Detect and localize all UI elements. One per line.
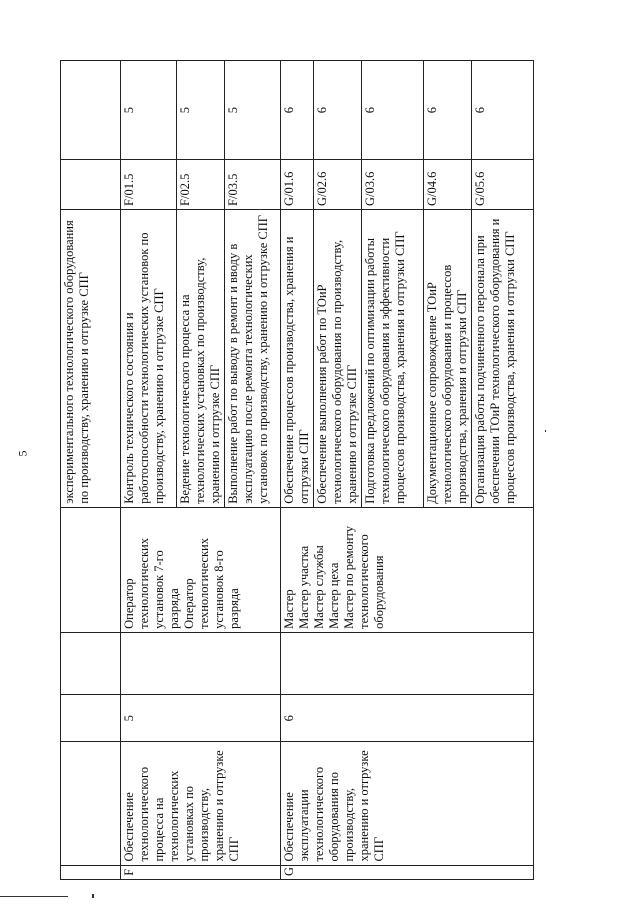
page-number: 5: [15, 450, 30, 457]
cell: [121, 632, 281, 694]
scan-dot: [92, 894, 94, 898]
task-level: 6: [472, 61, 534, 160]
cell: [61, 742, 121, 865]
task-code: G/01.6: [281, 160, 314, 210]
task-level: 6: [314, 61, 362, 160]
table-row: [281, 61, 314, 880]
functions-table: [60, 60, 534, 880]
task-code: F/01.5: [121, 160, 177, 210]
cell: [61, 507, 121, 632]
rotated-table-container: [60, 60, 620, 880]
task-level: 6: [281, 61, 314, 160]
table-row: [121, 61, 177, 880]
task-name: Ведение технологического процесса на технологических установках по производству, хранению и отгрузке СПГ: [177, 209, 225, 507]
scan-line: [0, 896, 68, 897]
task-code: G/02.6: [314, 160, 362, 210]
positions: Оператор технологических установок 7-го разряда Оператор технологических установок 8-го разряда: [121, 507, 281, 632]
scan-dot: [545, 430, 546, 432]
task-level: 5: [121, 61, 177, 160]
function-code: F: [121, 865, 281, 879]
task-name: Подготовка предложений по оптимизации работы технологического оборудования и эффективности процессов производства, хранения и отгрузки СПГ: [362, 209, 424, 507]
task-name: Документационное сопровождение ТОиР технологического оборудования и процессов производства, хранения и отгрузки СПГ: [424, 209, 472, 507]
task-name: экспериментального технологического оборудования по производству, хранению и отгрузке СПГ: [61, 209, 121, 507]
qualification-level: 5: [121, 694, 281, 742]
task-code: F/02.5: [177, 160, 225, 210]
task-name: Организация работы подчиненного персонала при обеспечении ТОиР технологического оборудования и процессов производства, хранения и отгрузки СПГ: [472, 209, 534, 507]
qualification-level: 6: [281, 694, 534, 742]
task-level: 5: [177, 61, 225, 160]
cell: [61, 61, 121, 160]
task-name: Контроль технического состояния и работоспособности технологических установок по производству, хранению и отгрузке СПГ: [121, 209, 177, 507]
task-name: Обеспечение процессов производства, хранения и отгрузки СПГ: [281, 209, 314, 507]
cell: [61, 632, 121, 694]
task-code: G/04.6: [424, 160, 472, 210]
positions: Мастер Мастер участка Мастер службы Мастер цеха Мастер по ремонту технологического оборудования: [281, 507, 534, 632]
task-code: G/05.6: [472, 160, 534, 210]
task-code: G/03.6: [362, 160, 424, 210]
cell: [281, 632, 534, 694]
task-name: Обеспечение выполнения работ по ТОиР технологического оборудования по производству, хранению и отгрузке СПГ: [314, 209, 362, 507]
function-code: G: [281, 865, 534, 879]
function-name: Обеспечение эксплуатации технологического оборудования по производству, хранению и отгрузке СПГ: [281, 742, 534, 865]
task-level: 6: [362, 61, 424, 160]
cell: [61, 865, 121, 879]
task-name: Выполнение работ по выводу в ремонт и вводу в эксплуатацию после ремонта технологических установок по производству, хранению и отгрузке СПГ: [225, 209, 281, 507]
function-name: Обеспечение технологического процесса на технологических установках по производству, хранению и отгрузке СПГ: [121, 742, 281, 865]
task-code: F/03.5: [225, 160, 281, 210]
table-row: [61, 61, 121, 880]
task-level: 6: [424, 61, 472, 160]
cell: [61, 160, 121, 210]
cell: [61, 694, 121, 742]
task-level: 5: [225, 61, 281, 160]
